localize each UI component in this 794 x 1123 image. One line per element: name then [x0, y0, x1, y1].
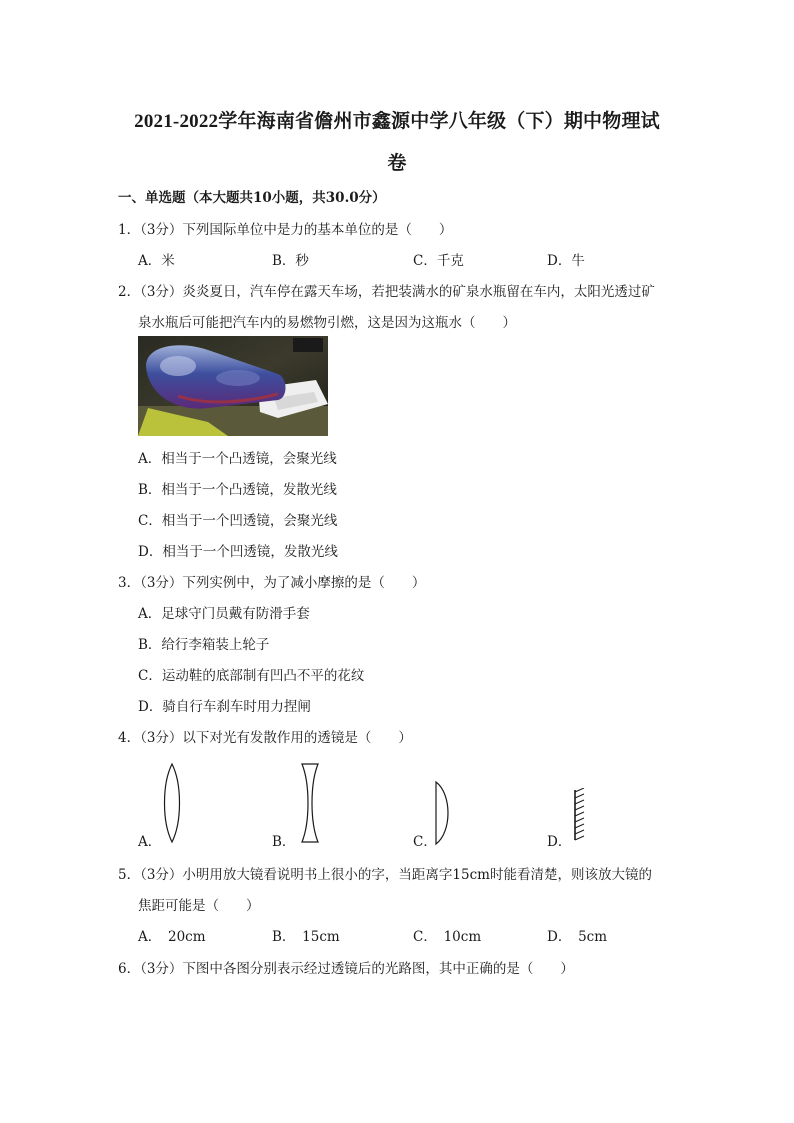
question-3-option-b: B．给行李箱装上轮子 [138, 637, 270, 653]
water-bottle-photo [138, 336, 328, 436]
page-title-continued: 卷 [387, 153, 407, 174]
biconvex-lens-icon [160, 762, 184, 844]
question-4-option-a: A． [138, 834, 162, 850]
question-3-option-d: D．骑自行车刹车时用力捏闸 [138, 699, 311, 715]
question-3-stem: 3．（3分）下列实例中，为了减小摩擦的是（ ） [118, 575, 426, 591]
question-4-option-b: B． [272, 834, 296, 850]
question-1-option-c: C．千克 [413, 253, 464, 269]
question-5-option-b: B． 15cm [272, 929, 340, 945]
question-1-option-d: D．牛 [547, 253, 585, 269]
question-5-option-d: D． 5cm [547, 929, 608, 945]
question-4-option-c: C． [413, 834, 437, 850]
biconcave-lens-icon [298, 762, 322, 844]
question-5-option-c: C． 10cm [413, 929, 482, 945]
question-2-stem-line-1: 2．（3分）炎炎夏日，汽车停在露天车场，若把装满水的矿泉水瓶留在车内，太阳光透过矿 [118, 284, 655, 300]
section-heading: 一、单选题（本大题共10小题，共30.0分） [118, 190, 386, 206]
question-1-option-b: B．秒 [272, 253, 309, 269]
page-title: 2021-2022学年海南省儋州市鑫源中学八年级（下）期中物理试 [134, 111, 660, 132]
question-4-option-d: D． [547, 834, 572, 850]
question-2-option-d: D．相当于一个凹透镜，发散光线 [138, 544, 338, 560]
question-5-option-a: A． 20cm [138, 929, 206, 945]
question-2-option-b: B．相当于一个凸透镜，发散光线 [138, 482, 337, 498]
plane-mirror-icon [570, 788, 590, 842]
question-5-stem-line-2: 焦距可能是（ ） [138, 898, 260, 914]
question-2-option-a: A．相当于一个凸透镜，会聚光线 [138, 451, 337, 467]
question-4-stem: 4．（3分）以下对光有发散作用的透镜是（ ） [118, 730, 412, 746]
question-5-stem-line-1: 5．（3分）小明用放大镜看说明书上很小的字，当距离字15cm时能看清楚，则该放大镜的 [118, 867, 652, 883]
question-3-option-a: A．足球守门员戴有防滑手套 [138, 606, 310, 622]
question-1-option-a: A．米 [138, 253, 175, 269]
question-1-stem: 1．（3分）下列国际单位中是力的基本单位的是（ ） [118, 222, 453, 238]
question-2-option-c: C．相当于一个凹透镜，会聚光线 [138, 513, 338, 529]
question-2-stem-line-2: 泉水瓶后可能把汽车内的易燃物引燃，这是因为这瓶水（ ） [138, 315, 516, 331]
question-3-option-c: C．运动鞋的底部制有凹凸不平的花纹 [138, 668, 365, 684]
question-6-stem: 6．（3分）下图中各图分别表示经过透镜后的光路图，其中正确的是（ ） [118, 961, 574, 977]
